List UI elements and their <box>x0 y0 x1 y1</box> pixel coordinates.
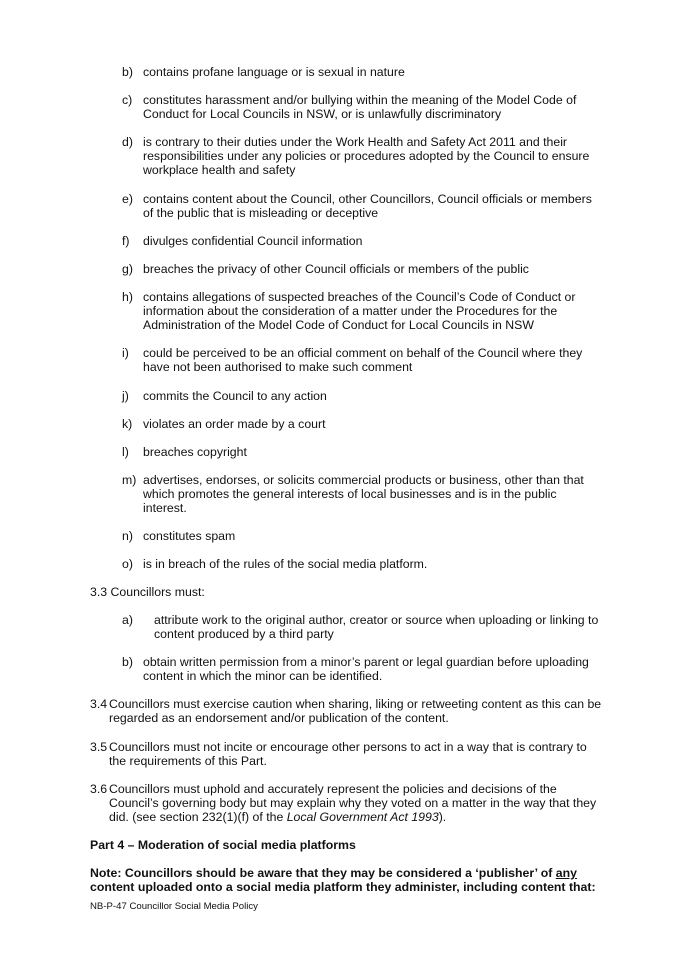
note-paragraph: Note: Councillors should be aware that they may be considered a ‘publisher’ of any content uploaded onto a social media platform they administer, including content that: <box>90 866 596 894</box>
list-item-d <box>122 135 602 177</box>
list-item-i <box>122 346 602 374</box>
list-item-b <box>122 65 602 79</box>
list-marker: e) <box>122 192 133 206</box>
list-marker: f) <box>122 234 130 248</box>
clause-number: 3.5 <box>90 740 108 754</box>
clause-text: Councillors must uphold and accurately represent the policies and decisions of the Council’s governing body but may explain why they voted on a matter in the way that they did. (see section 232(1)(f) of the Local Government Act 1993). <box>109 782 597 824</box>
list-item-e <box>122 192 602 220</box>
list-item-k <box>122 417 602 431</box>
list-text: could be perceived to be an official comment on behalf of the Council where they have not been authorised to make such comment <box>143 346 583 374</box>
list-item-g <box>122 262 602 276</box>
clause-3-5 <box>90 740 605 768</box>
list-marker: l) <box>122 445 129 459</box>
list-marker: g) <box>122 262 133 276</box>
clause-3-3-item-b <box>122 655 602 683</box>
list-text: divulges confidential Council information <box>143 234 363 248</box>
list-marker: b) <box>122 655 133 669</box>
list-marker: j) <box>122 389 129 403</box>
list-text: violates an order made by a court <box>143 417 326 431</box>
list-marker: o) <box>122 557 133 571</box>
list-item-n <box>122 529 602 543</box>
clause-3-3-item-a <box>122 613 602 641</box>
list-text: commits the Council to any action <box>143 389 327 403</box>
list-item-m <box>122 473 602 515</box>
list-marker: d) <box>122 135 133 149</box>
clause-3-3-intro: 3.3 Councillors must: <box>90 585 205 599</box>
part-4-heading: Part 4 – Moderation of social media platforms <box>90 838 356 852</box>
list-item-h <box>122 290 602 332</box>
clause-text: Councillors must exercise caution when sharing, liking or retweeting content as this can be regarded as an endorsement and/or publication of the content. <box>109 697 602 725</box>
list-marker: c) <box>122 93 133 107</box>
list-text: attribute work to the original author, creator or source when uploading or linking to content produced by a third party <box>154 613 599 641</box>
list-text: constitutes harassment and/or bullying within the meaning of the Model Code of Conduct for Local Councils in NSW, or is unlawfully discriminatory <box>143 93 577 121</box>
list-marker: b) <box>122 65 133 79</box>
list-marker: a) <box>122 613 133 627</box>
list-marker: m) <box>122 473 137 487</box>
list-text: breaches copyright <box>143 445 247 459</box>
list-text: is in breach of the rules of the social media platform. <box>143 557 428 571</box>
list-text: breaches the privacy of other Council officials or members of the public <box>143 262 529 276</box>
list-marker: i) <box>122 346 129 360</box>
underlined-word: any <box>555 866 577 880</box>
act-title: Local Government Act 1993 <box>286 810 439 824</box>
list-text: contains profane language or is sexual in nature <box>143 65 405 79</box>
list-item-o <box>122 557 602 571</box>
list-item-j <box>122 389 602 403</box>
list-text: obtain written permission from a minor’s parent or legal guardian before uploading content in which the minor can be identified. <box>143 655 589 683</box>
list-text: is contrary to their duties under the Work Health and Safety Act 2011 and their responsibilities under any policies or procedures adopted by the Council to ensure workplace health and safety <box>143 135 590 177</box>
clause-number: 3.4 <box>90 697 108 711</box>
list-text: contains content about the Council, other Councillors, Council officials or members of the public that is misleading or deceptive <box>143 192 592 220</box>
list-item-c <box>122 93 602 121</box>
page-footer: NB-P-47 Councillor Social Media Policy <box>90 901 258 912</box>
clause-number: 3.6 <box>90 782 108 796</box>
list-item-f <box>122 234 602 248</box>
list-marker: k) <box>122 417 133 431</box>
list-text: advertises, endorses, or solicits commercial products or business, other than that which promotes the general interests of local businesses and is in the public interest. <box>143 473 584 515</box>
list-marker: h) <box>122 290 133 304</box>
list-text: contains allegations of suspected breaches of the Council’s Code of Conduct or information about the consideration of a matter under the Procedures for the Administration of the Model Code of Conduct for Local Councils in NSW <box>143 290 576 332</box>
list-text: constitutes spam <box>143 529 236 543</box>
clause-text: Councillors must not incite or encourage other persons to act in a way that is contrary to the requirements of this Part. <box>109 740 587 768</box>
clause-3-4 <box>90 697 605 725</box>
list-item-l <box>122 445 602 459</box>
clause-3-6 <box>90 782 605 824</box>
list-marker: n) <box>122 529 133 543</box>
